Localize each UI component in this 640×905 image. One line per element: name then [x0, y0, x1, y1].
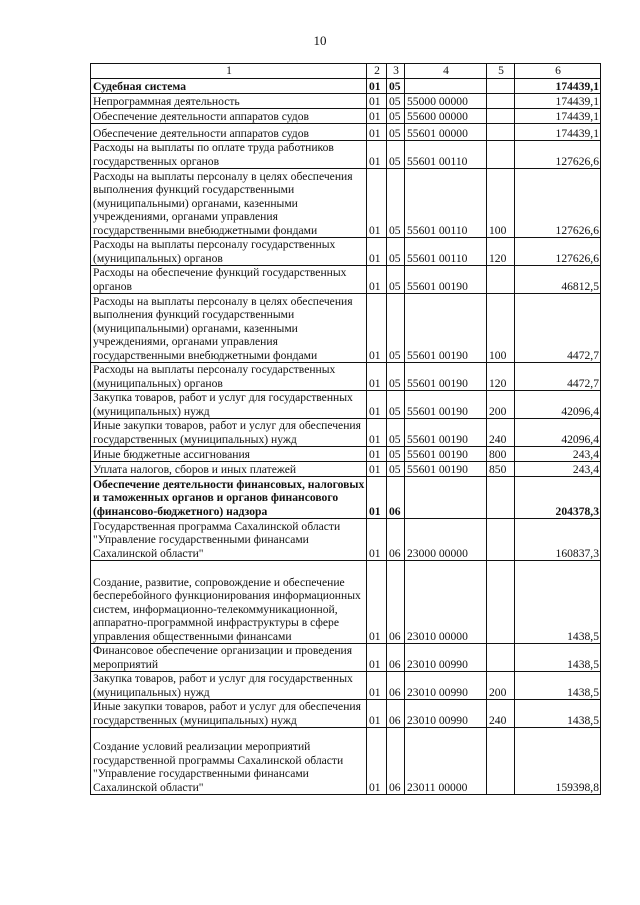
row-name-cell: Расходы на выплаты персоналу в целях обеспечения выполнения функций государственными (муниципальными) органами, казенными учреждениями, органами управления государственными внебюджетными фондами — [91, 169, 367, 238]
table-row — [91, 169, 601, 238]
section-code-cell: 01 — [367, 462, 387, 477]
subsection-code-cell: 06 — [387, 477, 405, 519]
target-article-cell: 55601 00190 — [405, 391, 487, 419]
table-row — [91, 124, 601, 141]
page-number: 10 — [313, 33, 327, 48]
amount-cell: 127626,6 — [515, 141, 601, 169]
expense-type-cell — [487, 644, 515, 672]
subsection-code-cell: 05 — [387, 266, 405, 294]
target-article-cell: 23010 00990 — [405, 700, 487, 728]
table-row — [91, 238, 601, 266]
amount-cell: 174439,1 — [515, 124, 601, 141]
row-name-cell: Государственная программа Сахалинской области "Управление государственными финансами Сахалинской области" — [91, 519, 367, 561]
target-article-cell: 55601 00190 — [405, 266, 487, 294]
table-body — [91, 64, 601, 795]
expense-type-cell: 800 — [487, 447, 515, 462]
target-article-cell — [405, 477, 487, 519]
amount-cell: 127626,6 — [515, 169, 601, 238]
expense-type-cell — [487, 141, 515, 169]
target-article-cell: 55000 00000 — [405, 94, 487, 109]
row-name-cell: Иные закупки товаров, работ и услуг для обеспечения государственных (муниципальных) нужд — [91, 419, 367, 447]
amount-cell: 204378,3 — [515, 477, 601, 519]
amount-cell: 4472,7 — [515, 294, 601, 363]
table-row — [91, 141, 601, 169]
subsection-code-cell: 05 — [387, 238, 405, 266]
expense-type-cell — [487, 728, 515, 795]
expense-type-cell: 240 — [487, 419, 515, 447]
section-code-cell: 01 — [367, 141, 387, 169]
expense-type-cell: 120 — [487, 363, 515, 391]
column-header-1: 1 — [91, 64, 367, 79]
target-article-cell — [405, 79, 487, 94]
row-name-cell: Расходы на выплаты по оплате труда работников государственных органов — [91, 141, 367, 169]
target-article-cell: 55601 00110 — [405, 238, 487, 266]
section-code-cell: 01 — [367, 519, 387, 561]
amount-cell: 160837,3 — [515, 519, 601, 561]
row-name-cell: Иные закупки товаров, работ и услуг для обеспечения государственных (муниципальных) нужд — [91, 700, 367, 728]
subsection-code-cell: 06 — [387, 728, 405, 795]
subsection-code-cell: 05 — [387, 94, 405, 109]
expense-type-cell: 200 — [487, 391, 515, 419]
expense-type-cell: 200 — [487, 672, 515, 700]
column-header-3: 3 — [387, 64, 405, 79]
target-article-cell: 23010 00000 — [405, 561, 487, 644]
row-name-cell: Обеспечение деятельности аппаратов судов — [91, 124, 367, 141]
amount-cell: 1438,5 — [515, 644, 601, 672]
expense-type-cell — [487, 94, 515, 109]
budget-table — [90, 63, 601, 795]
row-name-cell: Закупка товаров, работ и услуг для государственных (муниципальных) нужд — [91, 391, 367, 419]
amount-cell: 1438,5 — [515, 672, 601, 700]
subsection-code-cell: 05 — [387, 109, 405, 124]
amount-cell: 243,4 — [515, 462, 601, 477]
subsection-code-cell: 05 — [387, 124, 405, 141]
subsection-code-cell: 06 — [387, 561, 405, 644]
section-code-cell: 01 — [367, 266, 387, 294]
expense-type-cell — [487, 477, 515, 519]
target-article-cell: 55601 00190 — [405, 447, 487, 462]
section-code-cell: 01 — [367, 79, 387, 94]
subsection-code-cell: 05 — [387, 294, 405, 363]
subsection-code-cell: 06 — [387, 672, 405, 700]
expense-type-cell: 240 — [487, 700, 515, 728]
table-row — [91, 672, 601, 700]
table-row — [91, 477, 601, 519]
amount-cell: 174439,1 — [515, 79, 601, 94]
subsection-code-cell: 05 — [387, 141, 405, 169]
subsection-code-cell: 05 — [387, 462, 405, 477]
subsection-code-cell: 06 — [387, 700, 405, 728]
expense-type-cell — [487, 79, 515, 94]
subsection-code-cell: 06 — [387, 519, 405, 561]
section-code-cell: 01 — [367, 644, 387, 672]
table-row — [91, 294, 601, 363]
target-article-cell: 55601 00110 — [405, 169, 487, 238]
amount-cell: 174439,1 — [515, 94, 601, 109]
target-article-cell: 23010 00990 — [405, 644, 487, 672]
table-row — [91, 561, 601, 644]
row-name-cell: Создание, развитие, сопровождение и обеспечение бесперебойного функционирования информационных систем, информационно-телекоммуникационной, аппаратно-программной инфраструктуры в сфере управления общественными финансами — [91, 561, 367, 644]
row-name-cell: Расходы на выплаты персоналу государственных (муниципальных) органов — [91, 238, 367, 266]
expense-type-cell — [487, 266, 515, 294]
amount-cell: 4472,7 — [515, 363, 601, 391]
table-row — [91, 419, 601, 447]
expense-type-cell: 120 — [487, 238, 515, 266]
row-name-cell: Расходы на обеспечение функций государственных органов — [91, 266, 367, 294]
row-name-cell: Непрограммная деятельность — [91, 94, 367, 109]
target-article-cell: 55600 00000 — [405, 109, 487, 124]
expense-type-cell — [487, 109, 515, 124]
subsection-code-cell: 05 — [387, 447, 405, 462]
section-code-cell: 01 — [367, 363, 387, 391]
table-row — [91, 363, 601, 391]
subsection-code-cell: 05 — [387, 363, 405, 391]
amount-cell: 174439,1 — [515, 109, 601, 124]
table-row — [91, 644, 601, 672]
target-article-cell: 23011 00000 — [405, 728, 487, 795]
amount-cell: 46812,5 — [515, 266, 601, 294]
section-code-cell: 01 — [367, 672, 387, 700]
target-article-cell: 23000 00000 — [405, 519, 487, 561]
section-code-cell: 01 — [367, 477, 387, 519]
column-header-5: 5 — [487, 64, 515, 79]
row-name-cell: Уплата налогов, сборов и иных платежей — [91, 462, 367, 477]
table-row — [91, 109, 601, 124]
section-code-cell: 01 — [367, 447, 387, 462]
amount-cell: 42096,4 — [515, 419, 601, 447]
target-article-cell: 55601 00190 — [405, 294, 487, 363]
row-name-cell: Обеспечение деятельности финансовых, налоговых и таможенных органов и органов финансового (финансово-бюджетного) надзора — [91, 477, 367, 519]
table-row — [91, 462, 601, 477]
section-code-cell: 01 — [367, 728, 387, 795]
target-article-cell: 55601 00190 — [405, 419, 487, 447]
row-name-cell: Расходы на выплаты персоналу государственных (муниципальных) органов — [91, 363, 367, 391]
section-code-cell: 01 — [367, 391, 387, 419]
row-name-cell: Судебная система — [91, 79, 367, 94]
subsection-code-cell: 05 — [387, 169, 405, 238]
table-row — [91, 700, 601, 728]
expense-type-cell: 100 — [487, 294, 515, 363]
section-code-cell: 01 — [367, 294, 387, 363]
target-article-cell: 55601 00190 — [405, 363, 487, 391]
section-code-cell: 01 — [367, 419, 387, 447]
amount-cell: 42096,4 — [515, 391, 601, 419]
column-header-4: 4 — [405, 64, 487, 79]
table-row — [91, 94, 601, 109]
target-article-cell: 55601 00000 — [405, 124, 487, 141]
row-name-cell: Создание условий реализации мероприятий государственной программы Сахалинской области "Управление государственными финансами Сахалинской области" — [91, 728, 367, 795]
subsection-code-cell: 05 — [387, 79, 405, 94]
amount-cell: 1438,5 — [515, 561, 601, 644]
section-code-cell: 01 — [367, 700, 387, 728]
section-code-cell: 01 — [367, 124, 387, 141]
subsection-code-cell: 05 — [387, 391, 405, 419]
expense-type-cell: 100 — [487, 169, 515, 238]
table-row — [91, 519, 601, 561]
target-article-cell: 55601 00190 — [405, 462, 487, 477]
expense-type-cell — [487, 519, 515, 561]
table-header-row — [91, 64, 601, 79]
column-header-2: 2 — [367, 64, 387, 79]
amount-cell: 243,4 — [515, 447, 601, 462]
table-row — [91, 391, 601, 419]
amount-cell: 159398,8 — [515, 728, 601, 795]
section-code-cell: 01 — [367, 109, 387, 124]
target-article-cell: 55601 00110 — [405, 141, 487, 169]
subsection-code-cell: 05 — [387, 419, 405, 447]
row-name-cell: Закупка товаров, работ и услуг для государственных (муниципальных) нужд — [91, 672, 367, 700]
column-header-6: 6 — [515, 64, 601, 79]
section-code-cell: 01 — [367, 238, 387, 266]
subsection-code-cell: 06 — [387, 644, 405, 672]
table-row — [91, 728, 601, 795]
table-row — [91, 79, 601, 94]
table-row — [91, 266, 601, 294]
row-name-cell: Расходы на выплаты персоналу в целях обеспечения выполнения функций государственными (муниципальными) органами, казенными учреждениями, органами управления государственными внебюджетными фондами — [91, 294, 367, 363]
expense-type-cell: 850 — [487, 462, 515, 477]
amount-cell: 127626,6 — [515, 238, 601, 266]
amount-cell: 1438,5 — [515, 700, 601, 728]
section-code-cell: 01 — [367, 561, 387, 644]
expense-type-cell — [487, 124, 515, 141]
target-article-cell: 23010 00990 — [405, 672, 487, 700]
expense-type-cell — [487, 561, 515, 644]
row-name-cell: Иные бюджетные ассигнования — [91, 447, 367, 462]
row-name-cell: Финансовое обеспечение организации и проведения мероприятий — [91, 644, 367, 672]
section-code-cell: 01 — [367, 94, 387, 109]
row-name-cell: Обеспечение деятельности аппаратов судов — [91, 109, 367, 124]
table-row — [91, 447, 601, 462]
section-code-cell: 01 — [367, 169, 387, 238]
